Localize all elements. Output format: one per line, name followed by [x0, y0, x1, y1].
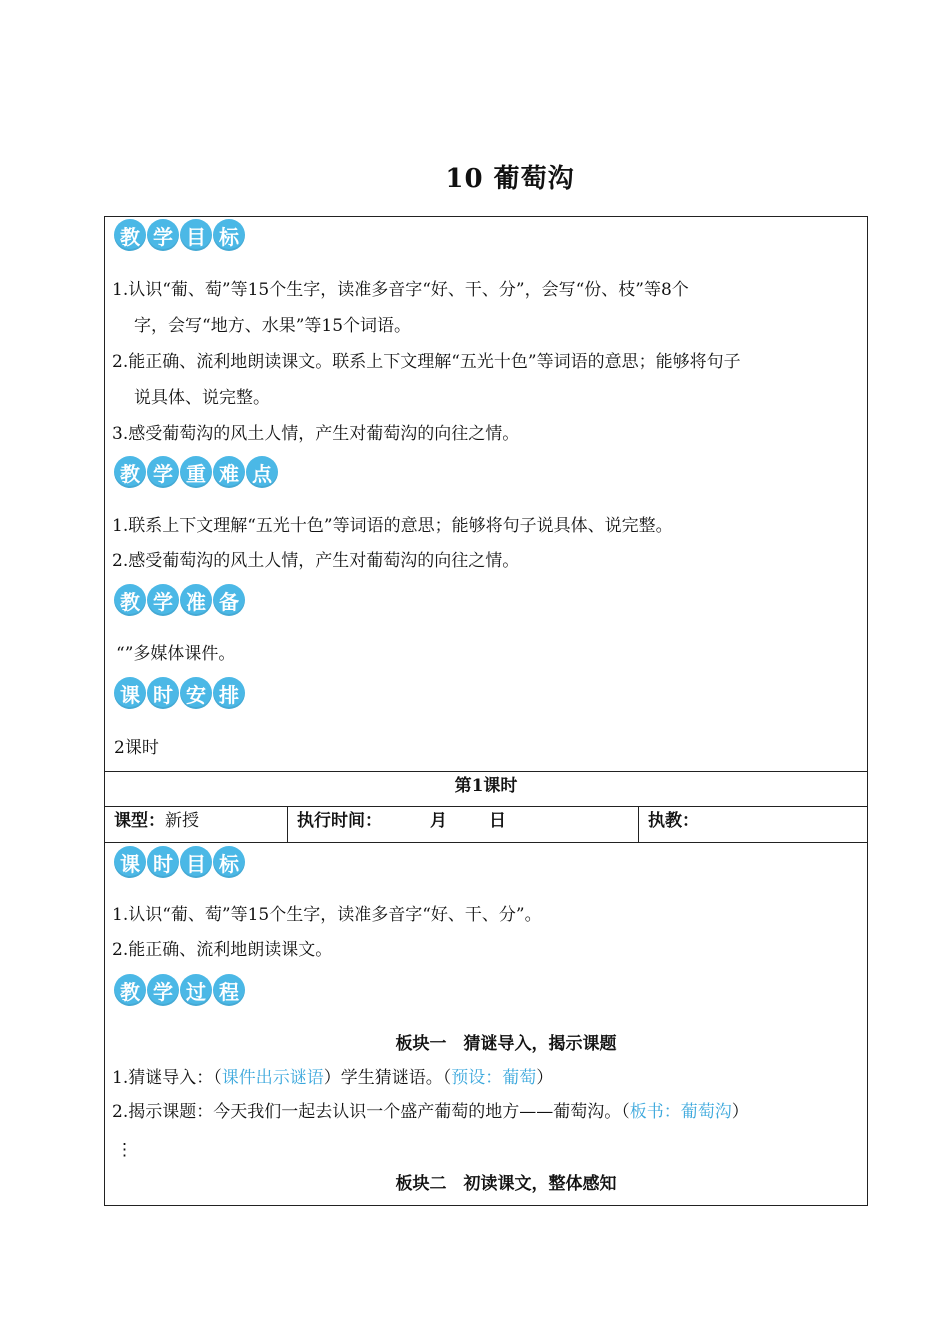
- exec-time-label: 执行时间：: [297, 811, 382, 831]
- schedule-badge: 课 时 安 排: [114, 677, 245, 709]
- block2-title: 板块二 初读课文，整体感知: [395, 1174, 617, 1194]
- goal-item: 2.能正确、流利地朗读课文。联系上下文理解“五光十色”等词语的意思；能够将句子: [112, 352, 741, 372]
- divider: [287, 806, 288, 842]
- board-note: 板书：葡萄沟: [629, 1102, 732, 1122]
- key-point-item: 2.感受葡萄沟的风土人情，产生对葡萄沟的向往之情。: [112, 551, 520, 571]
- lesson-goals-badge: 课 时 目 标: [114, 846, 245, 878]
- divider: [104, 806, 868, 807]
- process-step-1: 1.猜谜导入：（课件出示谜语）学生猜谜语。（预设：葡萄）: [112, 1068, 554, 1088]
- process-step-2: 2.揭示课题：今天我们一起去认识一个盛产葡萄的地方——葡萄沟。（板书：葡萄沟）: [112, 1102, 749, 1122]
- ellipsis: ⋮: [116, 1140, 133, 1160]
- divider: [104, 771, 868, 772]
- lesson-goal-item: 2.能正确、流利地朗读课文。: [112, 940, 333, 960]
- key-point-item: 1.联系上下文理解“五光十色”等词语的意思；能够将句子说具体、说完整。: [112, 516, 673, 536]
- divider: [104, 842, 868, 843]
- preset-answer: 预设：葡萄: [451, 1068, 537, 1088]
- goal-item: 3.感受葡萄沟的风土人情，产生对葡萄沟的向往之情。: [112, 424, 520, 444]
- lesson-heading: 第1课时: [454, 776, 518, 796]
- process-badge: 教 学 过 程: [114, 974, 245, 1006]
- goal-item-cont: 字，会写“地方、水果”等15个词语。: [134, 316, 412, 336]
- lesson-goal-item: 1.认识“葡、萄”等15个生字，读准多音字“好、干、分”。: [112, 905, 542, 925]
- teaching-goals-badge: 教 学 目 标: [114, 219, 245, 251]
- goal-item-cont: 说具体、说完整。: [134, 388, 270, 408]
- schedule-text: 2课时: [114, 738, 159, 758]
- teacher-label: 执教：: [648, 811, 699, 831]
- lesson-type: [114, 811, 199, 831]
- key-points-badge: 教 学 重 难 点: [114, 456, 278, 488]
- preparation-text: “”多媒体课件。: [116, 644, 236, 664]
- divider: [638, 806, 639, 842]
- block1-title: 板块一 猜谜导入，揭示课题: [395, 1034, 617, 1054]
- lesson-type-value: 新授: [165, 811, 199, 831]
- goal-item: 1.认识“葡、萄”等15个生字，读准多音字“好、干、分”，会写“份、枝”等8个: [112, 280, 689, 300]
- courseware-note: 课件出示谜语: [221, 1068, 324, 1088]
- day-label: 日: [489, 811, 506, 831]
- preparation-badge: 教 学 准 备: [114, 584, 245, 616]
- lesson-type-label: 课型：: [114, 811, 165, 831]
- page-title: 10 葡萄沟: [445, 164, 575, 194]
- month-label: 月: [430, 811, 447, 831]
